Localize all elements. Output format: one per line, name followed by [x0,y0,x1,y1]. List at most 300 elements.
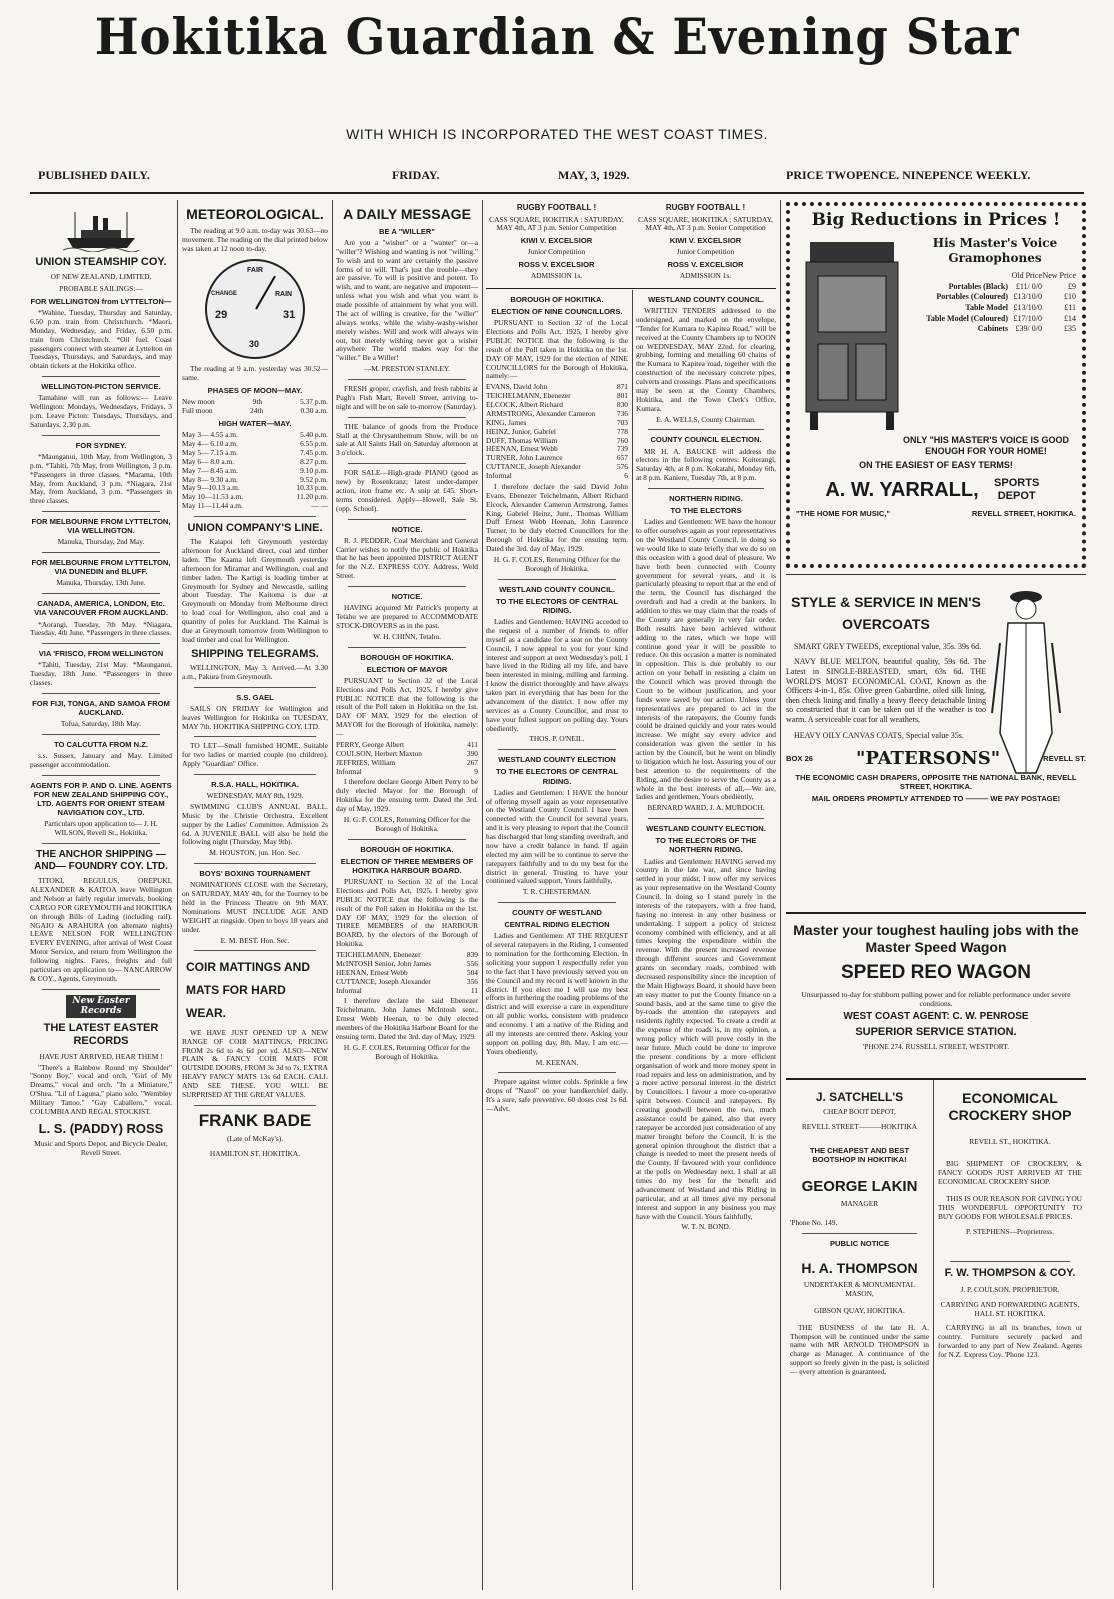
ucl-text: The Kaiapoi left Greymouth yesterday afternoon for Auckland direct, coal and timber laden. The Kaama left Greymouth yesterday afternoon for Miramar and Wellington, coal and timber laden. The Kartigi is loading timber at Greymouth for Sydney and Newcastle, sailing about Tuesday. The Kaitoma is due at Greymouth on Monday from Melbourne direct to load coal for Wellington, also coal and a quantity of poles for Auckland. The Kaimai is due at Greymouth tomorrow from Wellington to load timber and coal for Wellington. [182,537,328,644]
rsa-sign: M. HOUSTON, jun. Hon. Sec. [209,848,301,858]
harbour-after: I therefore declare the said Ebenezer Teichelmann, John James McIntosh senr., Ernest Webb Heenan, to be duly elected members of the Hokitika Harbour Board for the ensuing term. Dated the 3rd. day of May, 1929. [336,996,478,1041]
melbourne-heading: FOR MELBOURNE FROM LYTTELTON, VIA WELLINGTON. [31,517,171,536]
daily-text: Are you a "wisher" or a "wanter" or—a "willer"? Wishing and wanting is not "willing." To wish and to want are certainly the passive forms of to will. That's just the trouble—they are passive. To will is positive and potent. To wish, and to want, are negative and impotent—unless what you wish and what you want is made possible of attainment by what you will. The act of willing is creative, for the "willer" always works, while the wishy-washy-wisher merely wishes. Will and work will always win out, but merely wishing never got a wisher anywhere. The world makes way for the "willer." Be a Willer! [336,237,478,363]
thompson-addr: GIBSON QUAY, HOKITIKA. [814,1305,905,1315]
column-shipping [30,202,172,1592]
table-cell: £17/10/0 [1013,313,1042,323]
table-cell: CUTTANCE, Joseph Alexander [486,462,581,472]
thompson-text: UNDERTAKER & MONUMENTAL MASON, [803,1280,916,1298]
council-sign: H. G. F. COLES, Returning Officer for the Borough of Hokitika. [493,554,621,573]
table-cell: Portables (Black) [948,281,1008,291]
union-title: UNION STEAMSHIP COY. [35,256,167,268]
table-cell: £10 [1064,292,1076,302]
crockery-column [934,1080,1086,1588]
wcc3-text: Ladies and Gentlemen: AT THE REQUEST of several ratepayers in the Riding, I consented to nomination for the forthcoming Election. In soliciting your support I respectfully refer you to the fact that I have previously served you on the Council and my record is well known in the district. If you elect me I will use my best efforts in furthering the roading problems of the district and will exercise a care in expenditure on all public works, consistent with prudence and economy. I am a native of the Riding and all my interests are centred there. Asking your support on polling day, 8th. May, I am etc.— Yours obediently, [486,931,628,1056]
mayor-heading: ELECTION OF MAYOR [366,664,448,674]
melbourne2-text: Manuka, Thursday, 13th June. [56,578,146,588]
fw-prop: J. P. COULSON, PROPRIETOR. [960,1284,1060,1294]
table-cell: 703 [616,417,628,427]
table-cell: PERRY, George Albert [336,739,405,749]
dial-label: CHANGE [211,291,238,298]
table-cell: £13/10/0 [1013,302,1042,312]
rsa-date: WEDNESDAY, MAY 8th, 1929. [206,791,304,801]
cce-text: MR H. A. BAUCKE will address the electors in the following centres: Koiterangi, Saturday 4th, at 8 p.m. Kokatahi, Monday 6th, at 8 p.m. Kaniere, Tuesday 7th, at 8 p.m. [636,446,776,483]
fiji-text: Tofua, Saturday, 18th May. [60,719,142,729]
table-cell: 356 [466,976,478,986]
table-cell: New moon [182,397,215,407]
north-text: Ladies and Gentlemen: WE have the honour to offer ourselves again as your representatives on the Westland County Council, in doing so we would like to state briefly that we do so on this occasion with a good deal of pleasure. We have both been connected with County government for several years, and it is particularly pleasing to report that at the end of the term, the Council has discharged the overdraft and had a credit at the bankers. In addition to this we may claim that the roads of the County are generally in very fair order. Both results have been achieved without adding to the rates, which we hope will continue good year it will be possible to reduce. On this occasion a matter is nominated in opposition. This is due probably to our action on your behalf in resisting a claim on the Council which was proved through the Court to be without justification, and your funds were saved by our action. Unless your representatives are prepared to act in the interests of the ratepayers, the County funds could be drained quickly and your rates would increase. We might say every advice and consideration was given the settler in his action by the Council, but he went on blindly to litigation which he lost. Assuring you of our best attention to the requirements of the Riding, and the desire to serve the County as a whole in the best interests of all,—We are, ladies and gentlemen, Yours obediently, [636,517,776,802]
table-cell: 11.20 p.m. [296,492,328,502]
canada-heading: CANADA, AMERICA, LONDON, Etc. VIA VANCOUVER FROM AUCKLAND. [34,599,168,618]
wcc2-heading: WESTLAND COUNTY ELECTION [498,755,616,765]
notice2-heading: NOTICE. [391,592,423,602]
wcc1-heading: WESTLAND COUNTY COUNCIL. [499,584,615,594]
table-cell: Informal [486,471,512,481]
table-row [182,407,328,416]
table-cell: 5.37 p.m. [300,397,328,407]
table-cell: May 6— 8.0 a.m. [182,456,235,466]
table-cell: TURNER, John Laurence [486,453,563,463]
picton-text: Tamahine will run as follows:— Leave Wellington: Mondays, Wednesdays, Fridays, 3 p.m. Leave Picton: Tuesdays, Thursdays, and Saturdays, 2.30 p.m. [30,393,172,429]
wce-sign: W. T. N. BOND. [681,1222,731,1232]
table-row [914,303,1076,313]
table-cell: TEICHELMANN, Ebenezer [336,950,421,960]
daily-title: A DAILY MESSAGE [343,206,471,222]
rugby-text: CASS SQUARE, HOKITIKA : SATURDAY, MAY 4th, AT 3 p.m. Senior Competition [638,214,773,233]
crockery-sign: P. STEPHENS—Proprietress. [965,1226,1055,1236]
harbour-sign: H. G. F. COLES, Returning Officer for the Borough of Hokitika. [343,1042,471,1061]
gael-text: SAILS ON FRIDAY for Wellington and leaves Wellington for Hokitika on TUESDAY, MAY 7th. HOKITIKA SHIPPING COY. LTD. [182,703,328,731]
wellington-text: *Wahine, Tuesday, Thursday and Saturday, 6.50 p.m. train from Christchurch. *Maori, Monday, Wednesday, and Friday, 6.50 p.m. train from Christchurch. *Oil fuel. Coast passengers connect with steamer at Lyttelton on Tuesdays, Thursdays, and Saturdays, and may obtain tickets at the Hokitika office. [30,308,172,371]
fw-carry: CARRYING AND FORWARDING AGENTS, HALL ST. HOKITIKA. [940,1299,1080,1318]
table-cell: 830 [616,400,628,410]
table-row [182,502,328,511]
frisco-heading: VIA 'FRISCO, FROM WELLINGTON [38,649,164,659]
picton-heading: WELLINGTON-PICTON SERVICE. [41,382,161,392]
table-cell: 7.45 p.m. [300,447,328,457]
reo-advert [786,912,1086,1078]
patersons-mail: MAIL ORDERS PROMPTLY ATTENDED TO ——— WE PAY POSTAGE! [811,793,1061,803]
thompson-name: H. A. THOMPSON [801,1260,918,1277]
table-cell: ARMSTRONG, Alexander Cameron [486,408,596,418]
table-cell: May 10—11.53 a.m. [182,492,244,502]
table-cell: May 11—11.44 a.m. [182,501,243,511]
probable-sailings: PROBABLE SAILINGS:— [59,284,143,294]
records-logo: New Easter Records [66,995,136,1019]
boys-sign: E. M. BEST. Hon. Sec. [220,935,290,945]
lakin-phone: 'Phone No. 149. [790,1218,838,1228]
table-cell: 11 [470,985,478,995]
table-cell: 657 [616,453,628,463]
table-cell: EVANS, David John [486,382,548,392]
published-daily: PUBLISHED DAILY. [38,168,150,182]
table-cell: £14 [1064,313,1076,323]
gael-heading: S.S. GAEL [236,692,274,702]
table-cell: 6 [624,471,628,481]
boys-heading: BOYS' BOXING TOURNAMENT [199,869,311,879]
wcc2-sign: T. R. CHESTERMAN. [522,887,592,897]
moon-heading: PHASES OF MOON—MAY. [207,386,303,396]
boys-text: NOMINATIONS CLOSE with the Secretary, on SATURDAY, MAY 4th, for the Tourney to be held in the Princess Theatre on 9th MAY. Nominations MUST INCLUDE AGE AND WEIGHT at ringside. Open to boys 18 years and under. [182,880,328,934]
table-cell: £39/ 0/0 [1015,324,1042,334]
sydney-text: *Maunganui, 10th May, from Wellington, 3 p.m. *Tahiti, 7th May, from Wellington, 3 p.m. *Passengers in three classes. *Marama, 10th May, from Auckland, 3 p.m. *Niagara, 21st May, from Auckland, 3 p.m. *Passengers in three classes. [30,451,172,506]
borough-heading: BOROUGH OF HOKITIKA. [360,652,454,662]
canada-text: *Aorangi, Tuesday, 7th May. *Niagara, Tuesday, 4th June. *Passengers in three classes. [30,619,172,638]
harbour-subheading: ELECTION OF THREE MEMBERS OF HOKITIKA HARBOUR BOARD. [340,856,474,875]
patersons-street: REVELL ST. [1043,754,1086,764]
daily-sign: —M. PRESTON STANLEY. [363,364,451,374]
overcoat-advert [786,574,1086,912]
table-cell: COULSON, Herbert Maxton [336,748,423,758]
north-heading: NORTHERN RIDING. [669,494,743,504]
dial-label: FAIR [247,267,263,275]
table-cell: 24th [249,406,264,416]
issue-date: MAY, 3, 1929. [558,168,630,182]
yarrall-addr: REVELL STREET, HOKITIKA. [971,509,1076,519]
table-cell: Portables (Coloured) [936,292,1008,302]
column-daily-message [336,202,478,1592]
wcc2-subheading: TO THE ELECTORS OF CENTRAL RIDING. [495,767,619,786]
table-cell: JEFFRIES, William [336,757,396,767]
anchor-title: THE ANCHOR SHIPPING —AND— FOUNDRY COY. LTD. [34,849,168,873]
ross-text: Music and Sports Depot, and Bicycle Dealer, Revell Street. [34,1139,168,1158]
rugby-text: CASS SQUARE, HOKITIKA : SATURDAY, MAY 4th, AT 3 p.m. Senior Competition [489,214,624,233]
met-after: The reading at 9 a.m. yesterday was 30.52—same. [182,364,328,383]
satchell-addr: REVELL STREET———HOKITIKA [801,1122,918,1132]
reo-name: SPEED REO WAGON [840,961,1032,983]
column-advertisements [786,202,1086,1592]
calcutta-text: s.s. Sussex, January and May. Limited passenger accommodation. [30,751,172,770]
frisco-text: *Tahiti, Tuesday, 21st May. *Maunganui, Tuesday, 18th June. *Passengers in three classes. [30,660,172,688]
column-rule [177,200,178,1590]
table-cell: CUTTANCE, Joseph Alexander [336,976,431,986]
table-cell: 739 [616,444,628,454]
column-rule [332,200,333,1590]
dial-label: RAIN [275,291,293,299]
daily-subtitle: BE A "WILLER" [379,226,435,236]
satchell-title: J. SATCHELL'S [815,1090,904,1104]
table-cell: 390 [466,748,478,758]
rugby-junior: Junior Competition [676,247,735,257]
harbour-votes [336,951,478,995]
hmv-only: ONLY "HIS MASTER'S VOICE IS GOOD ENOUGH FOR YOUR HOME! [903,435,1069,457]
rugby-rule [486,288,776,289]
sydney-heading: FOR SYDNEY. [75,440,127,450]
table-cell: £9 [1068,281,1076,291]
union-subtitle: OF NEW ZEALAND, LIMITED. [50,272,152,282]
table-cell: 801 [616,391,628,401]
table-cell: 5.40 p.m. [300,430,328,440]
notice2-sign: W. H. CHINN, Tetahu. [373,631,441,641]
cce-heading: COUNTY COUNCIL ELECTION. [650,435,762,445]
rugby-banner [486,200,776,286]
table-cell: May 8— 9.30 a.m. [182,474,238,484]
reo-agent: WEST COAST AGENT: C. W. PENROSE [843,1011,1029,1023]
table-cell: £11 [1064,302,1076,312]
table-cell: — — [311,501,328,511]
barometer-dial [205,259,305,359]
table-row [914,292,1076,302]
patersons-name: "PATERSONS" [855,748,1001,770]
rugby-admission: ADMISSION 1s. [530,271,583,281]
yarrall-name: A. W. YARRALL, [825,478,979,501]
table-row [914,282,1076,292]
newspaper-title: Hokitika Guardian & Evening Star [94,7,1020,66]
table-cell: 0.30 a.m. [300,406,328,416]
lakin-role: MANAGER [840,1199,879,1209]
met-title: METEOROLOGICAL. [186,206,324,222]
table-cell: Cabinets [977,324,1008,334]
notice2-text: HAVING acquired Mr Patrick's property at Tetahu we are prepared to ACCOMMODATE STOCK-DROVERS as in the past. [336,603,478,630]
table-cell: May 5— 7.15 a.m. [182,447,238,457]
hmv-subtitle: His Master's Voice Gramophones [932,236,1058,265]
table-cell: Table Model (Coloured) [926,313,1008,323]
rsa-heading: R.S.A. HALL, HOKITIKA. [211,780,299,789]
show-text: THE balance of goods from the Produce Stall at the Chrysanthemum Show, will be on sale at All Saints Hall on Saturday afternoon at 3 o'clock. [336,421,478,458]
table-cell: KING, James [486,417,527,427]
patersons-text: THE ECONOMIC CASH DRAPERS, OPPOSITE THE NATIONAL BANK, REVELL STREET, HOKITIKA. [795,772,1077,791]
rugby-match2: ROSS V. EXCELSIOR [667,260,744,270]
harbour-heading: BOROUGH OF HOKITIKA. [360,844,454,854]
mayor-text: PURSUANT to Section 32 of the Local Elections and Polls Act, 1925, I hereby give PUBLIC NOTICE that the following is the result of the Poll taken in Hokitika on the 1st. DAY OF MAY, 1929 for the election of MAYOR for the Borough of Hokitika, namely:— [336,675,478,739]
mayor-votes [336,741,478,777]
table-cell: 9th [252,397,263,407]
table-cell: ELCOCK, Albert Richard [486,400,563,410]
reo-station: SUPERIOR SERVICE STATION. [855,1026,1017,1039]
council-after: I therefore declare the said David John Evans, Ebenezer Teichelmann, Albert Richard Elcock, Alexander Cameron Armstrong, James King, Gabriel Heinz, Junr., Thomas William Duff Ernest Webb Heenan, John Laurence Turner, to be duly elected Councillors for the Borough of Hokitika for the ensuing term. Dated the 3rd. day of May, 1929. [486,481,628,554]
notice1-text: R. J. PEDDER, Coal Merchant and General Carrier wishes to notify the public of Hokitika that he has been appointed DISTRICT AGENT for the N.Z. EXPRESS COY. Address, Weld Street. [336,535,478,581]
table-cell: 6.55 p.m. [300,439,328,449]
rugby-match1: KIWI V. EXCELSIOR [520,236,593,246]
table-cell: May 4— 6.10 a.m. [182,439,238,449]
dial-label: 31 [283,309,296,322]
table-cell: 8.27 p.m. [300,456,328,466]
table-cell: 576 [616,462,628,472]
ross-name: L. S. (PADDY) ROSS [38,1120,164,1136]
column-westland [636,292,776,1592]
column-rule [632,290,633,1590]
man-figure-icon [986,583,1066,783]
table-cell: HEENAN, Ernest Webb [336,967,408,977]
rugby-heading: RUGBY FOOTBALL ! [516,203,597,212]
north-subheading: TO THE ELECTORS [670,506,742,516]
council-subheading: ELECTION OF NINE COUNCILLORS. [491,307,623,317]
table-row [336,768,478,777]
bade-sub: (Late of McKay's). [226,1134,284,1144]
colds-text: Prepare against winter colds. Sprinkle a few drops of "Nazol" on your handkerchief daily. It's a sure, safe preventive. 60 doses cost 1s 6d.—Advt. [486,1077,628,1114]
yarrall-sports: SPORTS DEPOT [994,476,1040,502]
dial-label: 30 [249,339,260,350]
table-cell: May 9—10.13 a.m. [182,483,240,493]
crockery-reason: THIS IS OUR REASON FOR GIVING YOU THIS WONDERFUL OPPORTUNITY TO BUY GOODS FOR WHOLESALE PRICES. [938,1194,1082,1221]
council-votes [486,383,628,481]
piano-text: FOR SALE—High-grade PIANO (good as new) by Rosenkranz; latest under-damper action, iron frame etc. A snip at £45. Short-terms considered. Apply—Howell, Sale St. (opp. School). [336,468,478,513]
rugby-heading: RUGBY FOOTBALL ! [665,203,746,212]
table-cell: 9 [474,766,478,776]
hmv-advert [786,202,1086,568]
table-cell: 778 [616,426,628,436]
tolet-text: TO LET—Small furnished HOME. Suitable for two ladies or married couple (no children). Apply "Guardian" Office. [182,741,328,769]
met-text: The reading at 9.0 a.m. to-day was 30.63—no movement. The reading on the dial printed below was taken at 12 noon to-day. [182,225,328,253]
council-heading: BOROUGH OF HOKITIKA. [510,295,604,304]
rugby-match1: KIWI V. EXCELSIOR [669,236,742,246]
table-cell: TEICHELMANN, Ebenezer [486,391,571,401]
table-cell: £35 [1064,324,1076,334]
bade-name: FRANK BADE [198,1110,312,1130]
table-cell: Table Model [965,302,1008,312]
table-cell: May 3— 4.55 a.m. [182,430,238,440]
reo-text: Unsurpassed to-day for stubborn pulling power and for reliable performance under severe conditions. [801,990,1071,1009]
water-table [182,431,328,511]
column-rule [780,200,781,1590]
column-meteorological [182,202,328,1592]
reo-address: 'PHONE 274. RUSSELL STREET, WESTPORT. [862,1041,1010,1051]
steamship-icon [63,208,139,252]
wcc3-subheading: CENTRAL RIDING ELECTION [504,920,610,930]
anchor-text: TITOKI, REGULUS, OREPUKI, ALEXANDER & KAITOA leave Wellington and Nelson at fairly regular intervals, booking CARGO FOR GREYMOUTH and HOKITIKA on through Bills of Lading (including rail). NGAIO & ARAHURA (on alternate nights) LEAVE NELSON FOR WELLINGTON EVERY EVENING, after arrival of West Coast Motor Service, and return from Wellington the following nights. Fares, freights and full particulars on application to— NANCARROW & COY., Agents, Greymouth. [30,876,172,983]
calcutta-heading: TO CALCUTTA FROM N.Z. [54,740,148,750]
water-heading: HIGH WATER—MAY. [218,419,292,429]
patersons-box: BOX 26 [786,754,814,764]
telegrams-heading: SHIPPING TELEGRAMS. [191,647,319,660]
wcc-sign: E. A. WELLS, County Chairman. [656,414,756,424]
issue-day: FRIDAY. [392,168,440,182]
wcc3-heading: COUNTY OF WESTLAND [512,908,602,918]
satchell-sub: CHEAP BOOT DEPOT, [823,1107,896,1117]
coir-title: COIR MATTINGS AND MATS FOR HARD WEAR. [186,960,310,1021]
wce-subheading: TO THE ELECTORS OF THE NORTHERN RIDING. [655,836,757,855]
old-price-header: Old Price [1011,271,1042,281]
table-cell: DUFF, Thomas William [486,435,558,445]
telegrams-text: WELLINGTON, May 3. Arrived.—At 3.30 a.m., Pakura from Greymouth. [182,662,328,681]
moon-table [182,398,328,416]
melbourne2-heading: FOR MELBOURNE FROM LYTTELTON, VIA DUNEDIN and BLUFF. [31,558,171,577]
hmv-title: Big Reductions in Prices ! [811,210,1061,230]
masthead-rule [30,192,1084,194]
wcc-heading: WESTLAND COUNTY COUNCIL. [648,295,764,304]
newspaper-subtitle: WITH WHICH IS INCORPORATED THE WEST COAST TIMES. [346,126,768,142]
table-cell: HEINZ, Junior, Gabriel [486,426,556,436]
ucl-heading: UNION COMPANY'S LINE. [187,522,323,535]
lakin-name: GEORGE LAKIN [801,1178,918,1196]
wcc1-subheading: TO THE ELECTORS OF CENTRAL RIDING. [495,596,619,615]
table-cell: 736 [616,408,628,418]
table-cell: 760 [616,435,628,445]
records-title: THE LATEST EASTER RECORDS [43,1022,159,1048]
hmv-price-table [914,282,1076,334]
agents-heading: AGENTS FOR P. AND O. LINE. AGENTS FOR NEW ZEALAND SHIPPING COY., LTD. AGENTS FOR ORIENT STEAM NAVIGATION COY., LTD. [30,780,172,818]
table-cell: 9.52 p.m. [300,474,328,484]
fiji-heading: FOR FIJI, TONGA, AND SAMOA FROM AUCKLAND. [32,699,170,718]
overcoat-text2: NAVY BLUE MELTON, beautiful quality, 59s 6d. The Latest in SINGLE-BREASTED, smart, 63s 6d. THE WORLD'S MOST ECONOMICAL COAT, Known as the Officers 4-in-1, 85s. Olive green Gabardine, oiled silk lining, then check lining and finally a heavy fleecy detachable lining so constructed that it can be taken out if the weather is too warm. A serviceable coat for all weathers. [786,657,986,724]
table-cell: Informal [336,766,362,776]
table-cell: McINTOSH Senior, John James [336,958,432,968]
crockery-text: BIG SHIPMENT OF CROCKERY, & FANCY GOODS JUST ARRIVED AT THE ECONOMICAL CROCKERY SHOP. [938,1159,1082,1187]
table-cell: £13/10/0 [1013,292,1042,302]
table-cell: 871 [616,382,628,392]
table-cell: 10.33 p.m. [296,483,328,493]
reo-title: Master your toughest hauling jobs with the Master Speed Wagon [793,922,1079,955]
table-cell: 556 [466,958,478,968]
coir-text: WE HAVE JUST OPENED UP A NEW RANGE OF COIR MATTINGS, PRICING FROM 2s 6d to 4s 6d per yd. ALSO:—NEW PLAIN & FANCY COIR MATS FOR OUTSIDE DOORS, FROM 3s 3d to 7s. EXTRA HEAVY FANCY MATS 13s 6d EACH. CALL AND SEE THESE. YOU WILL BE SURPRISED AT THE GREAT VALUES. [182,1027,328,1099]
column-rule [482,200,483,1590]
table-cell: £11/ 0/0 [1015,281,1042,291]
hmv-terms: ON THE EASIEST OF EASY TERMS! [859,459,1013,470]
table-cell: 9.10 p.m. [300,465,328,475]
rugby-junior: Junior Competition [527,247,586,257]
wcc1-sign: THOS. P. O'NEIL. [529,734,585,744]
gramophone-icon [796,236,908,432]
fw-text: CARRYING in all its branches, town or country. Furniture securely packed and forwarded to any part of New Zealand. Agents for N.Z. Express Coy. 'Phone 123. [938,1323,1082,1360]
crockery-addr: REVELL ST., HOKITIKA. [969,1136,1051,1146]
table-cell: May 7— 8.45 a.m. [182,465,238,475]
wcc2-text: Ladies and Gentlemen: I HAVE the honour of offering myself again as your representative on the Westland County Council. I have been connected with the Council for several years, and it is very pleasing to report that the Council has discharged that long standing overdraft, and now have a credit balance in hand. If again elected my aim will be to continue to serve the ratepayers faithfully and to do my best for the district in general. Trusting to have your continued valued support, Yours faithfully, [486,787,628,886]
dial-needle [255,276,276,310]
wcc-text: WRITTEN TENDERS addressed to the undersigned, and marked on the envelope, "Tender for Kumara to Kapitea Road," will be received at the County Chambers up to NOON on WEDNESDAY, MAY 22nd. for clearing, grubbing, forming and metalling 60 chains of the Kumara to Kapitea road, together with the construction of the necessary concrete pipes, culverts and crossings. Plans and specifications may be seen at the County Chambers, Hokitika, and the Town Clerk's Office, Kumara. [636,306,776,413]
yarrall-tag: "THE HOME FOR MUSIC," [796,509,891,519]
issue-price: PRICE TWOPENCE. NINEPENCE WEEKLY. [786,168,1031,182]
rugby-match2: ROSS V. EXCELSIOR [518,260,595,270]
table-cell: 411 [467,739,478,749]
notice1-heading: NOTICE. [391,524,423,534]
harbour-text: PURSUANT to Section 32 of the Local Elections and Polls Act, 1925, I hereby give PUBLIC NOTICE that the following is the result of the Poll taken in Hokitika on the 1st. DAY OF MAY, 1929 for the election of THREE MEMBERS of the HARBOUR BOARD, by the electors of the Borough of Hokitika. [336,877,478,949]
table-row [914,314,1076,324]
public-heading: PUBLIC NOTICE [829,1239,890,1249]
table-cell: 504 [466,967,478,977]
table-row [336,987,478,996]
crockery-title: ECONOMICAL CROCKERY SHOP [948,1090,1072,1123]
bade-addr: HAMILTON ST. HOKITIKA. [209,1149,301,1159]
wce-text: Ladies and Gentlemen: HAVING served my country in the late war, and since having settled in your midst, I now offer my services as your representative on the Westland County Council. In doing so I stand purely in the interests of the ratepayers, with a free hand, having no interest in any other business or undertaking. I support a policy of strictest economy combined with efficiency, and at all times keeping the expenditure within the revenue. With the present increased revenue through different sources and Government grants on secondary roads, combined with decreased responsibility since the inception of the Main Highways Board, it should have been an easy matter to put the County finance on a sound basis, and at the same time to give the by-roads the attention the ratepayers and residents rightly expected. To create a credit at the expense of the roads is, in my opinion, a wrong policy which will prove costly in the near future. Much could be done to improve the present conditions by a more efficient organisation of work and more money spent in road repairs and less on administration, and by a more active personal interest in the district by Councillors. I favour a more co-operative spirit between Council and ratepayers. By creating goodwill between the two, much assistance could be gained, also that every ratepayer be accorded just consideration of any matter brought before the Council. It is the general opinion throughout the district that a change is needed to meet the present needs of the County. If favoured with your confidence at the polls on Wednesday next, I shall at all times do my best for the benefit and advancement of Westland and this Riding in particular, and at all times give my personal interest and support in any business you may have with the Council. Yours faithfully, [636,856,776,1221]
rugby-right [635,200,776,281]
column-council [486,292,628,1592]
rugby-admission: ADMISSION 1s. [679,271,732,281]
new-price-header: New Price [1042,271,1076,281]
thompson-body: THE BUSINESS of the late H. A. Thompson will be continued under the same name with MR ARNOLD THOMPSON in charge as Manager. A continuance of the support so freely given in the past, is solicited — every attention is guaranteed, [790,1322,929,1377]
melbourne-text: Manuka, Thursday, 2nd May. [57,537,145,547]
overcoat-text3: HEAVY OILY CANVAS COATS, Special value 35s. [794,730,964,740]
table-cell: Informal [336,985,362,995]
mayor-after: I therefore declare George Albert Perry to be duly elected Mayor for the Borough of Hokitika for the ensuing term. Dated the 3rd. day of May, 1929. [336,777,478,814]
overcoat-title: STYLE & SERVICE IN MEN'S OVERCOATS [791,594,981,633]
wellington-heading: FOR WELLINGTON from LYTTELTON— [30,296,172,306]
table-cell: 839 [466,950,478,960]
table-row [914,324,1076,334]
table-cell: HEENAN, Ernest Webb [486,444,558,454]
fw-name: F. W. THOMPSON & COY. [944,1266,1076,1279]
fresh-text: FRESH groper, crayfish, and fresh rabbits at Pugh's Fish Mart, Revell Street, arriving to-night and will be on sale to-morrow (Saturday). [336,384,478,411]
wcc1-text: Ladies and Gentlemen: HAVING acceded to the request of a number of friends to offer myself as a candidate for a seat on the County Council, I now appeal to you for your kind interest and support at next Wednesday's poll. I have lived in the Riding all my life, and have been interested in mining, milling and farming. I know the district thoroughly and have always taken part in everything that has been for the advancement of the district. I now offer my services as a County Councillor, and trust to have your fullest support on polling day. Yours obediently, [486,617,628,733]
table-row [486,472,628,481]
council-text: PURSUANT to Section 32 of the Local Elections and Polls Act, 1925, I hereby give PUBLIC NOTICE that the following is the result of the Poll taken in Hokitika on the 1st. DAY OF MAY, 1929 for the election of NINE COUNCILLORS for the Borough of Hokitika, namely:— [486,318,628,381]
wce-heading: WESTLAND COUNTY ELECTION. [646,824,766,834]
table-cell: 267 [466,757,478,767]
satchell-column [786,1080,934,1588]
table-cell: Full moon [182,406,213,416]
records-text: "There's a Rainbow Round my Shoulder" "Sonny Boy," vocal and orch. "Girl of My Dreams," vocal and orch. "In a Miniature," O'Shea. "Lil of Laguna," piano solo. "Wembley Military Tattoo." "Gay Caballero," vocal. COLUMBIA AND REGAL STOCKIST. [30,1062,172,1116]
wcc3-sign: M. KEENAN. [535,1057,579,1067]
records-subtitle: HAVE JUST ARRIVED, HEAR THEM ! [39,1051,163,1061]
bottom-ads [786,1078,1086,1588]
dial-label: 29 [215,309,228,322]
north-sign: BERNARD WARD, J. A. MURDOCH. [647,803,765,813]
rugby-left [486,200,627,281]
satchell-best: THE CHEAPEST AND BEST BOOTSHOP IN HOKITIKA! [809,1146,910,1165]
agents-text: Particulars upon application to— J. H. WILSON, Revell St., Hokitika. [44,819,158,838]
rsa-text: SWIMMING CLUB'S ANNUAL BALL. Music by the Christie Orchestra. Excellent supper by the Ladies' Committee. Admission 2s 6d. A JUVENILE BALL will also be held the following night (Thursday, May 9th). [182,801,328,847]
mayor-sign: H. G. F. COLES, Returning Officer for the Borough of Hokitika. [343,814,471,833]
overcoat-text1: SMART GREY TWEEDS, exceptional value, 35s. 39s 6d. [794,641,982,651]
